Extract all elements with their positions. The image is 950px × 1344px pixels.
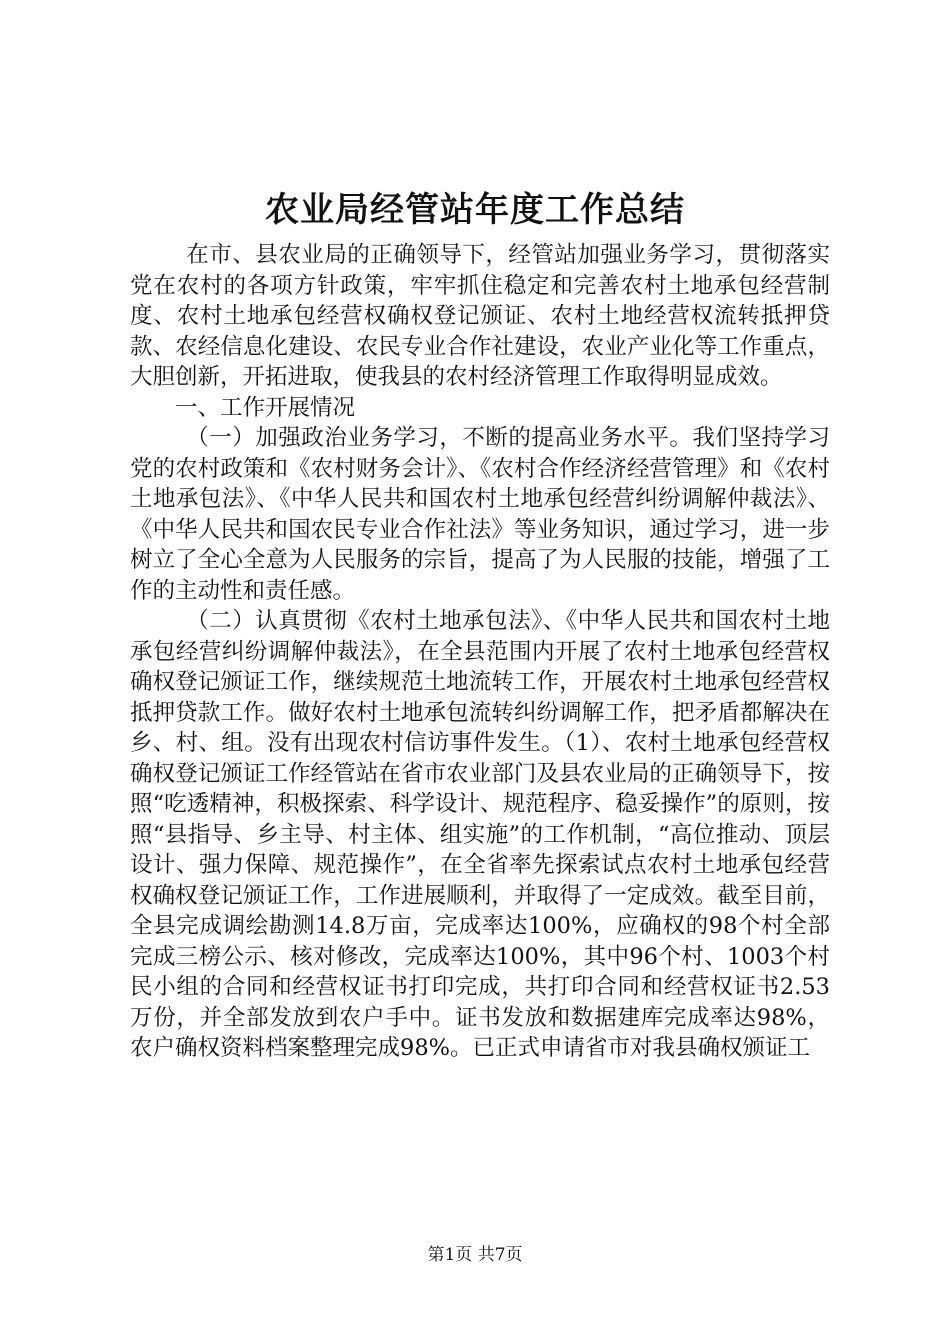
subsection-paragraph-2: （二）认真贯彻《农村土地承包法》、《中华人民共和国农村土地承包经营纠纷调解仲裁法》，在全县范围内开展了农村土地承包经营权确权登记颁证工作，继续规范土地流转工作，开展农村土地承包经营权抵押贷款工作。做好农村土地承包流转纠纷调解工作，把矛盾都解决在乡、村、组。没有出现农村信访事件发生。（1）、农村土地承包经营权确权登记颁证工作经管站在省市农业部门及县农业局的正确领导下，按照“吃透精神，积极探索、科学设计、规范程序、稳妥操作”的原则，按照“县指导、乡主导、村主体、组实施”的工作机制，“高位推动、顶层设计、强力保障、规范操作”，在全省率先探索试点农村土地承包经营权确权登记颁证工作，工作进展顺利，并取得了一定成效。截至目前，全县完成调绘勘测14.8万亩，完成率达100%，应确权的98个村全部完成三榜公示、核对修改，完成率达100%，其中96个村、1003个村民小组的合同和经营权证书打印完成，共打印合同和经营权证书2.53万份，并全部发放到农户手中。证书发放和数据建库完成率达98%，农户确权资料档案整理完成98%。已正式申请省市对我县确权颁证工: [130, 608, 830, 1061]
document-body: [130, 240, 830, 1064]
intro-paragraph: 在市、县农业局的正确领导下，经管站加强业务学习，贯彻落实党在农村的各项方针政策，牢牢抓住稳定和完善农村土地承包经营制度、农村土地承包经营权确权登记颁证、农村土地经营权流转抵押贷款、农经信息化建设、农民专业合作社建设，农业产业化等工作重点，大胆创新，开拓进取，使我县的农村经济管理工作取得明显成效。: [130, 242, 830, 390]
section-heading: 一、工作开展情况: [175, 394, 356, 421]
document-title: 农业局经管站年度工作总结: [265, 190, 685, 230]
subsection-paragraph-1: （一）加强政治业务学习，不断的提高业务水平。我们坚持学习党的农村政策和《农村财务会计》、《农村合作经济经营管理》和《农村土地承包法》、《中华人民共和国农村土地承包经营纠纷调解仲裁法》、《中华人民共和国农民专业合作社法》等业务知识，通过学习，进一步树立了全心全意为人民服务的宗旨，提高了为人民服的技能，增强了工作的主动性和责任感。: [130, 425, 830, 604]
page-number-footer: 第1页 共7页: [427, 1245, 523, 1265]
